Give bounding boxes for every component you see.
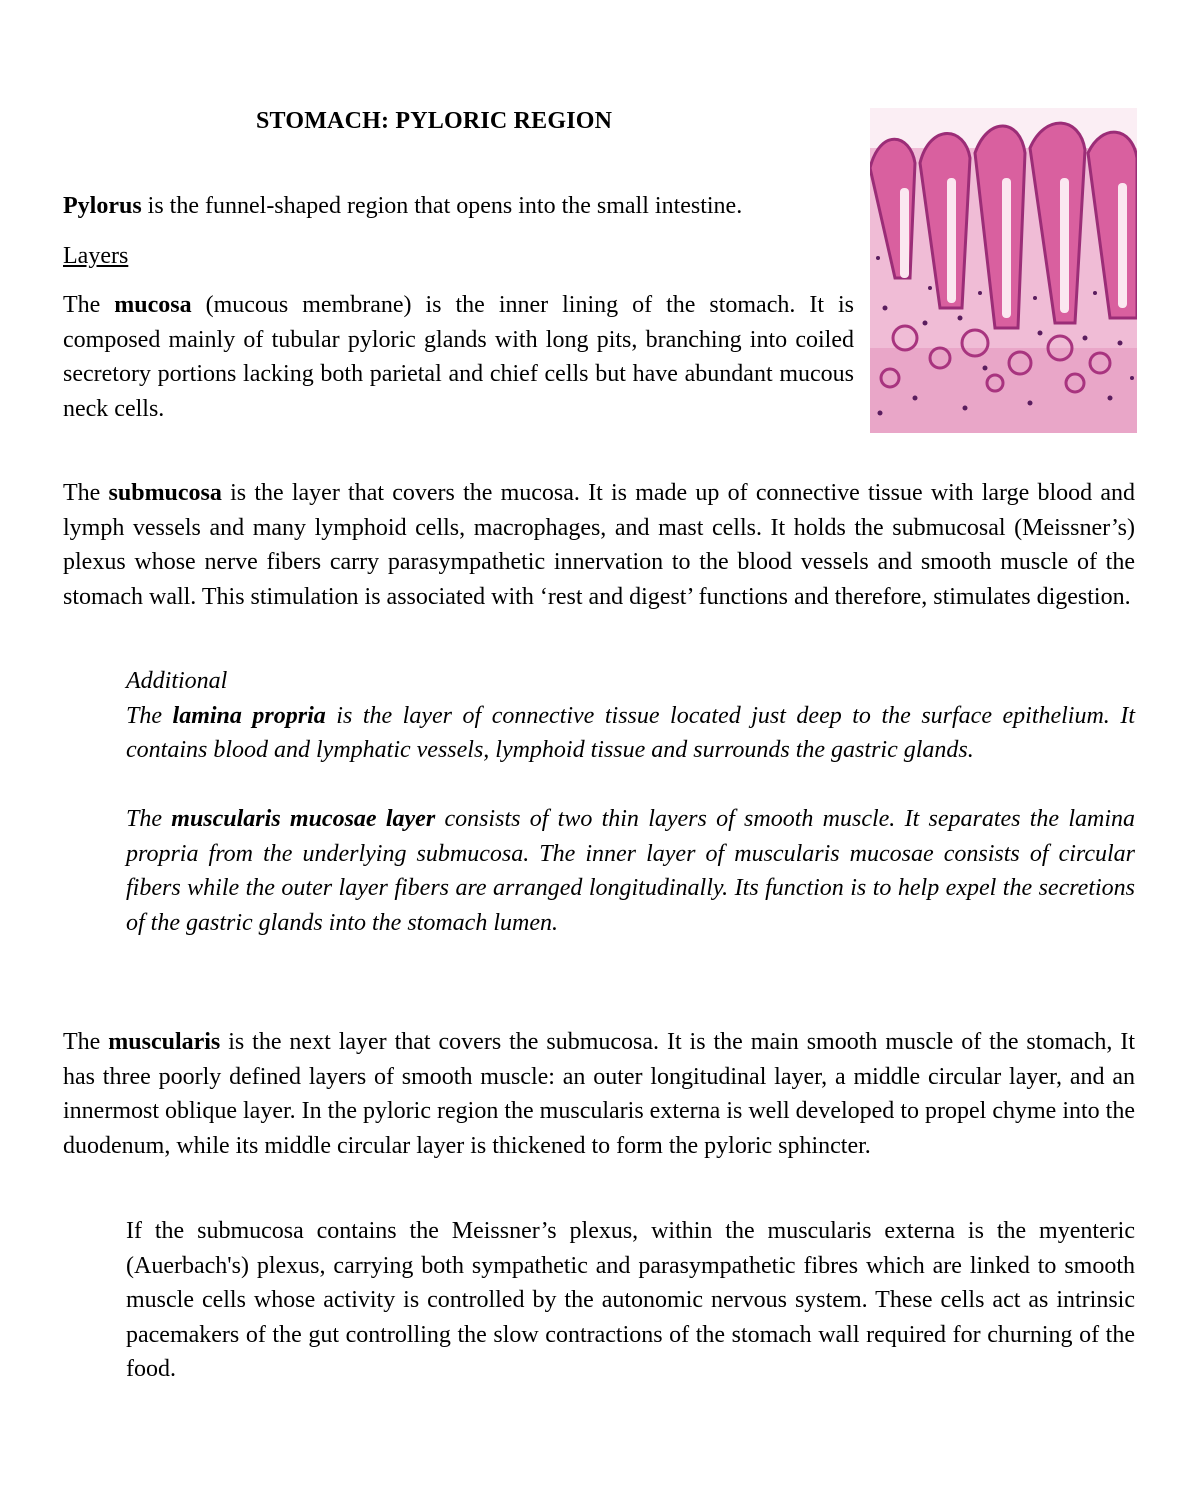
submucosa-pre: The [63,480,109,506]
mm-pre: The [126,806,172,832]
muscularis-pre: The [63,1029,109,1055]
lamina-text: is the layer of connective tissue located just deep to the surface epithelium. It contains blood and lymphatic vessels, lymphoid tissue and surrounds the gastric glands. [126,702,1135,763]
mucosa-text: (mucous membrane) is the inner lining of the stomach. It is composed mainly of tubular pyloric glands with long pits, branching into coiled secretory portions lacking both parietal and chief cells but have abundant mucous neck cells. [63,292,854,422]
pylorus-text: is the funnel-shaped region that opens into the small intestine. [141,193,743,219]
plexus-block [126,1214,1135,1387]
mucosa-pre: The [63,292,115,318]
muscularis-text: is the next layer that covers the submucosa. It is the main smooth muscle of the stomach, It has three poorly defined layers of smooth muscle: an outer longitudinal layer, a middle circular layer, and an innermost oblique layer. In the pyloric region the muscularis externa is well developed to propel chyme into the duodenum, while its middle circular layer is thickened to form the pyloric sphincter. [63,1029,1136,1159]
mucosa-paragraph [63,288,854,426]
pylorus-term: Pylorus [63,193,142,219]
muscularis-block [63,1025,1135,1163]
lamina-pre: The [126,702,173,729]
lamina-term: lamina propria [172,702,326,729]
mm-text: consists of two thin layers of smooth muscle. It separates the lamina propria from the underlying submucosa. The inner layer of muscularis mucosae consists of circular fibers while the outer layer fibers are arranged longitudinally. Its function is to help expel the secretions of the gastric glands into the stomach lumen. [126,806,1136,936]
plexus-paragraph: If the submucosa contains the Meissner’s plexus, within the muscularis externa is the myenteric (Auerbach's) plexus, carrying both sympathetic and parasympathetic fibres which are linked to smooth muscle cells whose activity is controlled by the autonomic nervous system. These cells act as intrinsic pacemakers of the gut controlling the slow contractions of the stomach wall required for churning of the food. [126,1218,1135,1382]
submucosa-block [63,476,1135,614]
additional-heading: Additional [126,668,228,694]
submucosa-paragraph [63,476,1135,614]
additional-block [126,664,1135,940]
muscularis-mucosae-paragraph [126,802,1135,940]
intro-column [63,189,854,426]
mucosa-term: mucosa [114,292,192,318]
pyloric-histology-image [870,108,1137,433]
muscularis-term: muscularis [108,1029,221,1055]
mm-term: muscularis mucosae layer [171,806,436,832]
layers-heading [63,239,854,274]
pylorus-paragraph [63,189,854,224]
page-title: STOMACH: PYLORIC REGION [256,108,613,134]
lamina-propria-paragraph [126,699,1135,768]
layers-heading-text: Layers [63,242,129,269]
submucosa-text: is the layer that covers the mucosa. It is made up of connective tissue with large blood and lymph vessels and many lymphoid cells, macrophages, and mast cells. It holds the submucosal (Meissner’s) plexus whose nerve fibers carry parasympathetic innervation to the blood vessels and smooth muscle of the stomach wall. This stimulation is associated with ‘rest and digest’ functions and therefore, stimulates digestion. [63,480,1135,610]
muscularis-paragraph [63,1025,1135,1163]
histology-micrograph-icon [870,108,1137,433]
submucosa-term: submucosa [108,480,222,506]
